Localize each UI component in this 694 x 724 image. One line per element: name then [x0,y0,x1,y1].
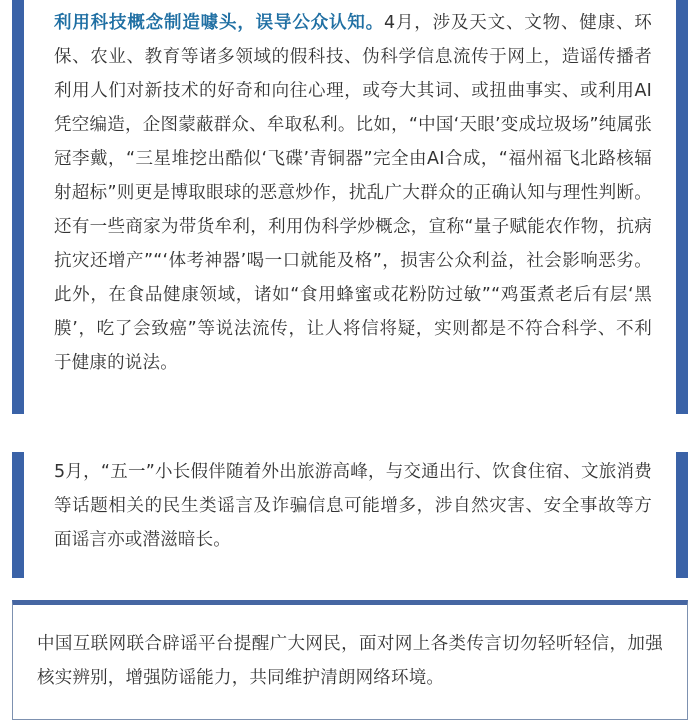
section-card-may [12,452,688,578]
left-accent-bar [12,452,24,578]
may-paragraph: 5月，“五一”小长假伴随着外出旅游高峰，与交通出行、饮食住宿、文旅消费等话题相关的民生类谣言及诈骗信息可能增多，涉自然灾害、安全事故等方面谣言亦或潜滋暗长。 [54,462,652,550]
april-body-text: 4月，涉及天文、文物、健康、环保、农业、教育等诸多领域的假科技、伪科学信息流传于网上，造谣传播者利用人们对新技术的好奇和向往心理，或夸大其词、或扭曲事实、或利用AI凭空编造，企图蒙蔽群众、牟取私利。比如，“中国‘天眼’变成垃圾场”纯属张冠李戴，“三星堆挖出酷似‘飞碟’青铜器”完全由AI合成，“福州福飞北路核辐射超标”则更是博取眼球的恶意炒作，扰乱广大群众的正确认知与理性判断。还有一些商家为带货牟利，利用伪科学炒概念，宣称“量子赋能农作物，抗病抗灾还增产”“‘体考神器’喝一口就能及格”，损害公众利益，社会影响恶劣。此外，在食品健康领域，诸如“食用蜂蜜或花粉防过敏”“鸡蛋煮老后有层‘黑膜’，吃了会致癌”等说法流传，让人将信将疑，实则都是不符合科学、不利于健康的说法。 [54,13,652,373]
right-accent-bar [676,452,688,578]
april-lead-heading: 利用科技概念制造噱头，误导公众认知。 [54,13,384,33]
section-card-april [12,0,688,414]
reminder-box [12,600,688,720]
left-accent-bar [12,0,24,414]
april-paragraph [54,6,652,380]
reminder-paragraph: 中国互联网联合辟谣平台提醒广大网民，面对网上各类传言切勿轻听轻信，加强核实辨别，增强防谣能力，共同维护清朗网络环境。 [37,634,663,688]
right-accent-bar [676,0,688,414]
